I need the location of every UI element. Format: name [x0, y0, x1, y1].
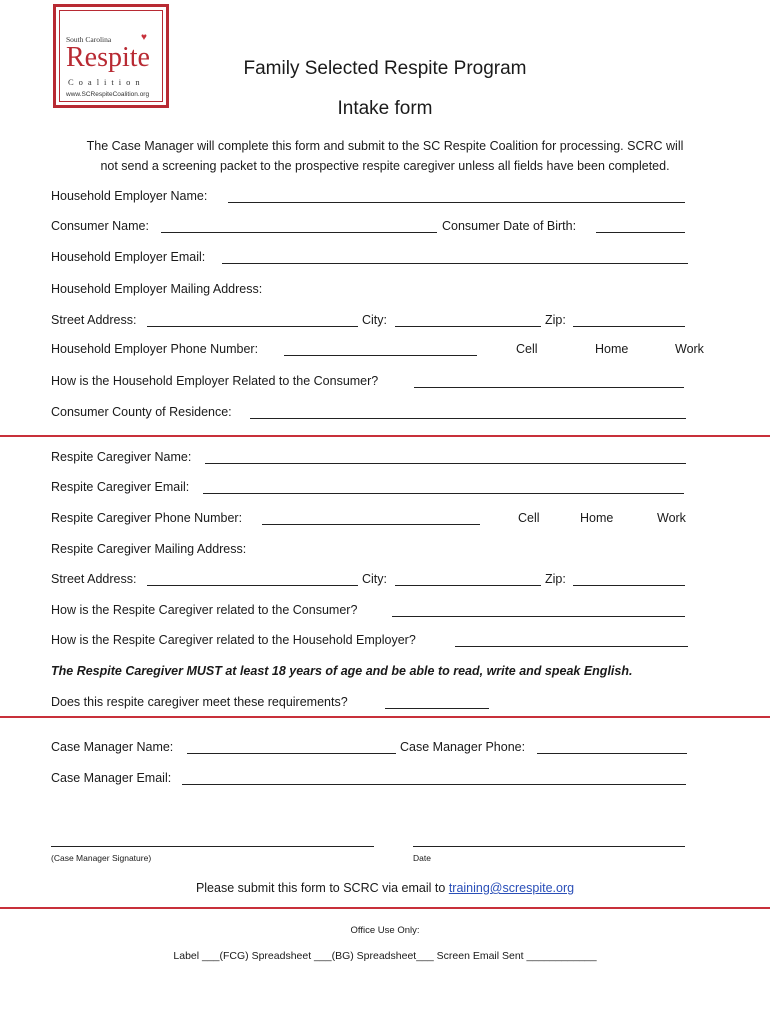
employer-street-field[interactable]	[147, 326, 358, 327]
logo-respite-text: Respite	[66, 42, 150, 73]
employer-name-label: Household Employer Name:	[51, 189, 208, 203]
coalition-logo	[53, 4, 169, 108]
employer-relation-field[interactable]	[414, 387, 684, 388]
caregiver-email-field[interactable]	[203, 493, 684, 494]
section-divider-1	[0, 435, 770, 437]
caregiver-phone-home[interactable]: Home	[580, 511, 614, 525]
employer-mailing-label: Household Employer Mailing Address:	[51, 282, 263, 296]
intro-text	[40, 136, 730, 176]
case-manager-name-label: Case Manager Name:	[51, 740, 174, 754]
case-manager-email-field[interactable]	[182, 784, 686, 785]
meets-requirements-field[interactable]	[385, 708, 489, 709]
case-manager-name-field[interactable]	[187, 753, 396, 754]
employer-relation-label: How is the Household Employer Related to the Consumer?	[51, 374, 379, 388]
caregiver-rel-consumer-field[interactable]	[392, 616, 685, 617]
office-use-line: Label ___(FCG) Spreadsheet ___(BG) Spreadsheet___ Screen Email Sent ____________	[173, 950, 597, 962]
caregiver-name-label: Respite Caregiver Name:	[51, 450, 192, 464]
employer-zip-field[interactable]	[573, 326, 685, 327]
caregiver-city-field[interactable]	[395, 585, 541, 586]
caregiver-phone-field[interactable]	[262, 524, 480, 525]
caregiver-rel-consumer-label: How is the Respite Caregiver related to the Consumer?	[51, 603, 358, 617]
date-field[interactable]	[413, 846, 685, 847]
consumer-county-field[interactable]	[250, 418, 686, 419]
logo-url-text: www.SCRespiteCoalition.org	[66, 91, 150, 98]
date-label: Date	[413, 853, 431, 863]
heart-icon: ♥	[141, 32, 147, 43]
consumer-name-field[interactable]	[161, 232, 437, 233]
employer-zip-label: Zip:	[545, 313, 566, 327]
caregiver-zip-field[interactable]	[573, 585, 685, 586]
employer-city-field[interactable]	[395, 326, 541, 327]
caregiver-city-label: City:	[362, 572, 387, 586]
submit-instructions	[0, 881, 770, 895]
caregiver-rel-employer-label: How is the Respite Caregiver related to the Household Employer?	[51, 633, 416, 647]
case-manager-phone-label: Case Manager Phone:	[400, 740, 526, 754]
submit-email-link[interactable]: training@screspite.org	[448, 881, 575, 895]
case-manager-email-label: Case Manager Email:	[51, 771, 172, 785]
case-manager-phone-field[interactable]	[537, 753, 687, 754]
caregiver-phone-cell[interactable]: Cell	[518, 511, 540, 525]
caregiver-mailing-label: Respite Caregiver Mailing Address:	[51, 542, 247, 556]
logo-state-text: South Carolina	[66, 35, 112, 44]
intro-line-2: not send a screening packet to the prospective respite caregiver unless all fields have been completed.	[100, 159, 670, 173]
meets-requirements-label: Does this respite caregiver meet these requirements?	[51, 695, 348, 709]
consumer-county-label: Consumer County of Residence:	[51, 405, 232, 419]
office-use-title: Office Use Only:	[350, 925, 420, 936]
employer-city-label: City:	[362, 313, 387, 327]
consumer-dob-field[interactable]	[596, 232, 685, 233]
section-divider-2	[0, 716, 770, 718]
caregiver-street-field[interactable]	[147, 585, 358, 586]
caregiver-name-field[interactable]	[205, 463, 686, 464]
employer-phone-label: Household Employer Phone Number:	[51, 342, 259, 356]
signature-field[interactable]	[51, 846, 374, 847]
submit-text: Please submit this form to SCRC via email to	[195, 881, 446, 895]
signature-label: (Case Manager Signature)	[51, 853, 152, 863]
employer-phone-home[interactable]: Home	[595, 342, 629, 356]
employer-phone-work[interactable]: Work	[675, 342, 704, 356]
caregiver-zip-label: Zip:	[545, 572, 566, 586]
caregiver-phone-work[interactable]: Work	[657, 511, 686, 525]
intro-line-1: The Case Manager will complete this form and submit to the SC Respite Coalition for processing. SCRC will	[86, 139, 684, 153]
employer-email-label: Household Employer Email:	[51, 250, 206, 264]
employer-street-label: Street Address:	[51, 313, 137, 327]
section-divider-3	[0, 907, 770, 909]
form-title: Family Selected Respite Program	[243, 58, 527, 79]
caregiver-street-label: Street Address:	[51, 572, 137, 586]
employer-name-field[interactable]	[228, 202, 685, 203]
consumer-dob-label: Consumer Date of Birth:	[442, 219, 577, 233]
caregiver-rel-employer-field[interactable]	[455, 646, 688, 647]
caregiver-phone-label: Respite Caregiver Phone Number:	[51, 511, 243, 525]
age-requirement-text: The Respite Caregiver MUST at least 18 years of age and be able to read, write and speak English.	[51, 664, 633, 678]
form-subtitle: Intake form	[337, 98, 433, 119]
logo-coalition-text: Coalition	[68, 77, 145, 87]
caregiver-email-label: Respite Caregiver Email:	[51, 480, 190, 494]
consumer-name-label: Consumer Name:	[51, 219, 149, 233]
employer-email-field[interactable]	[222, 263, 688, 264]
employer-phone-field[interactable]	[284, 355, 477, 356]
employer-phone-cell[interactable]: Cell	[516, 342, 538, 356]
